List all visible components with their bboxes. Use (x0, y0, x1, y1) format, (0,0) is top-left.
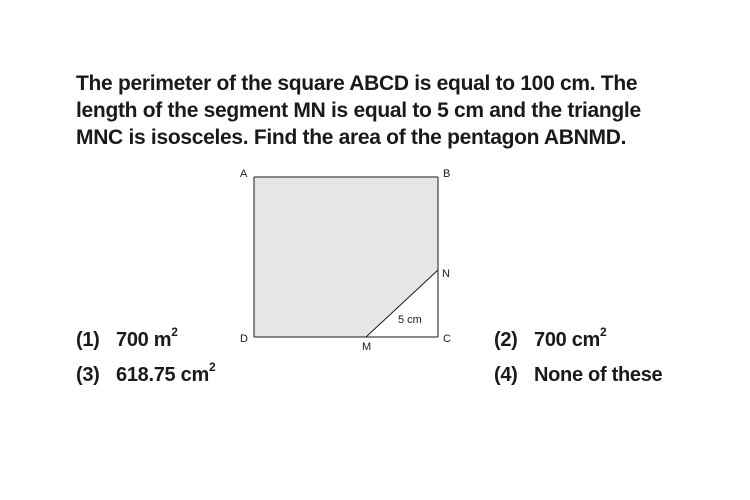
vertex-label-c: C (443, 333, 451, 345)
vertex-label-b: B (443, 168, 451, 180)
vertex-label-d: D (240, 333, 248, 345)
option-2-exponent: 2 (600, 325, 607, 340)
question-line-1: The perimeter of the square ABCD is equal to 100 cm. The (76, 72, 638, 95)
vertex-label-n: N (442, 268, 450, 280)
question-line-3: MNC is isosceles. Find the area of the pentagon ABNMD. (76, 126, 627, 149)
segment-mn-label: 5 cm (398, 314, 422, 326)
pentagon-abnmd (254, 177, 438, 337)
option-3[interactable] (76, 360, 216, 387)
option-1-value: 700 m (116, 329, 172, 351)
option-3-exponent: 2 (208, 360, 216, 375)
vertex-label-a: A (240, 168, 248, 180)
option-4-value: None of these (534, 364, 663, 386)
option-3-number: (3) (76, 364, 100, 386)
option-3-value: 618.75 cm (116, 364, 209, 386)
option-2-number: (2) (494, 329, 518, 351)
option-2-value: 700 cm (534, 329, 601, 351)
option-1-number: (1) (76, 329, 100, 351)
option-4-number: (4) (494, 364, 518, 386)
option-1[interactable] (76, 325, 178, 352)
option-2[interactable] (494, 325, 607, 352)
option-1-exponent: 2 (171, 325, 178, 340)
vertex-label-m: M (362, 341, 372, 353)
question-line-2: length of the segment MN is equal to 5 cm and the triangle (76, 99, 641, 122)
option-4[interactable] (494, 364, 662, 387)
